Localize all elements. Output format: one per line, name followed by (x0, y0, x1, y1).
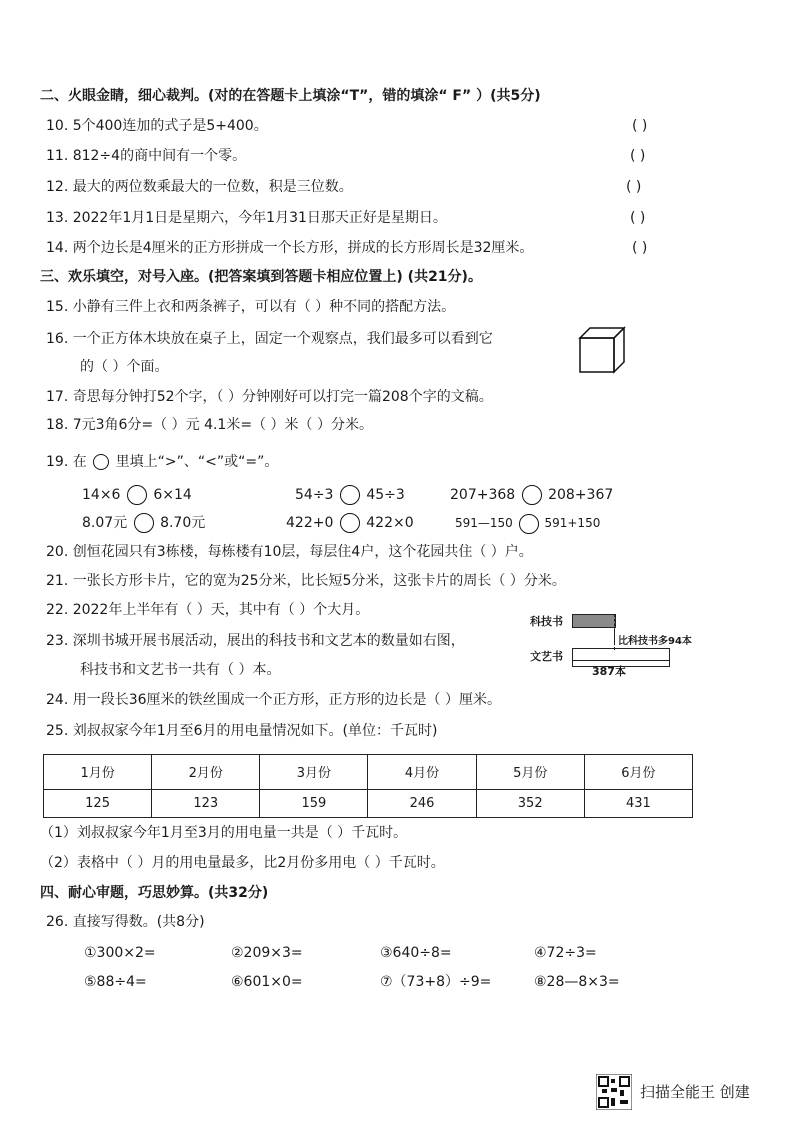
table-row (44, 789, 693, 817)
question-25-part2: （2）表格中（ ）月的用电量最多，比2月份多用电（ ）千瓦时。 (40, 855, 445, 871)
answer-paren-11: ( ) (630, 148, 646, 164)
table-cell: 125 (44, 789, 152, 817)
compare-item-2 (295, 485, 405, 505)
section-2-title: 二、火眼金睛，细心裁判。(对的在答题卡上填涂“T”，错的填涂“ F” ）(共5分) (40, 88, 541, 104)
question-17: 17. 奇思每分钟打52个字，（ ）分钟刚好可以打完一篇208个字的文稿。 (46, 389, 493, 405)
diagram-note-more: 比科技书多94本 (618, 636, 692, 647)
calc-item-5: ⑤88÷4= (84, 974, 147, 990)
table-header-row (44, 755, 693, 790)
table-cell: 352 (476, 789, 584, 817)
calc-item-4: ④72÷3= (534, 945, 597, 961)
compare-1-right: 6×14 (153, 487, 192, 503)
table-cell: 246 (368, 789, 476, 817)
section-4-title: 四、耐心审题，巧思妙算。(共32分) (40, 885, 269, 901)
question-16-line1: 16. 一个正方体木块放在桌子上，固定一个观察点，我们最多可以看到它 (46, 331, 493, 347)
compare-item-6 (455, 513, 600, 534)
table-header-cell: 2月份 (152, 755, 260, 790)
question-11: 11. 812÷4的商中间有一个零。 (46, 148, 247, 164)
question-26: 26. 直接写得数。(共8分) (46, 914, 205, 930)
question-19-lead: 19. 在 (46, 454, 87, 470)
question-19 (46, 452, 278, 472)
question-15: 15. 小静有三件上衣和两条裤子，可以有（ ）种不同的搭配方法。 (46, 299, 456, 315)
question-23-line1: 23. 深圳书城开展书展活动，展出的科技书和文艺本的数量如右图， (46, 633, 465, 649)
question-24: 24. 用一段长36厘米的铁丝围成一个正方形，正方形的边长是（ ）厘米。 (46, 692, 501, 708)
section-3-title: 三、欢乐填空，对号入座。(把答案填到答题卡相应位置上) (共21分)。 (40, 269, 482, 285)
calc-item-2: ②209×3= (231, 945, 303, 961)
compare-4-left: 8.07元 (82, 515, 128, 531)
compare-3-left: 207+368 (450, 487, 516, 503)
compare-2-right: 45÷3 (366, 487, 405, 503)
compare-6-left: 591—150 (455, 516, 513, 530)
table-cell: 159 (260, 789, 368, 817)
compare-circle-2[interactable] (340, 485, 360, 505)
question-12: 12. 最大的两位数乘最大的一位数，积是三位数。 (46, 179, 353, 195)
table-header-cell: 4月份 (368, 755, 476, 790)
compare-2-left: 54÷3 (295, 487, 334, 503)
answer-paren-12: ( ) (626, 179, 642, 195)
compare-4-right: 8.70元 (160, 515, 206, 531)
diagram-label-literature: 文艺书 (530, 650, 563, 663)
compare-item-3 (450, 485, 613, 505)
compare-6-right: 591+150 (544, 516, 601, 530)
compare-circle-icon (93, 454, 109, 470)
calc-item-1: ①300×2= (84, 945, 156, 961)
answer-paren-13: ( ) (630, 210, 646, 226)
compare-5-left: 422+0 (286, 515, 334, 531)
table-cell: 431 (584, 789, 692, 817)
calc-item-7: ⑦（73+8）÷9= (380, 974, 492, 990)
compare-circle-6[interactable] (519, 514, 539, 534)
compare-item-4 (82, 513, 205, 533)
table-header-cell: 3月份 (260, 755, 368, 790)
compare-1-left: 14×6 (82, 487, 121, 503)
qr-code-icon (596, 1074, 632, 1110)
question-20: 20. 创恒花园只有3栋楼，每栋楼有10层，每层住4户，这个花园共住（ ）户。 (46, 544, 533, 560)
question-18: 18. 7元3角6分=（ ）元 4.1米=（ ）米（ ）分米。 (46, 417, 373, 433)
cube-figure (578, 326, 626, 374)
answer-paren-14: ( ) (632, 240, 648, 256)
question-13: 13. 2022年1月1日是星期六，今年1月31日那天正好是星期日。 (46, 210, 447, 226)
question-22: 22. 2022年上半年有（ ）天，其中有（ ）个大月。 (46, 602, 370, 618)
diagram-bar-science (572, 614, 616, 628)
table-header-cell: 5月份 (476, 755, 584, 790)
question-14: 14. 两个边长是4厘米的正方形拼成一个长方形，拼成的长方形周长是32厘米。 (46, 240, 534, 256)
compare-item-1 (82, 485, 192, 505)
footer-scanner-label: 扫描全能王 创建 (640, 1083, 750, 1101)
compare-circle-5[interactable] (340, 513, 360, 533)
compare-circle-3[interactable] (522, 485, 542, 505)
question-19-rest: 里填上“>”、“<”或“=”。 (115, 454, 279, 470)
table-cell: 123 (152, 789, 260, 817)
answer-paren-10: ( ) (632, 118, 648, 134)
compare-circle-4[interactable] (134, 513, 154, 533)
question-25-part1: （1）刘叔叔家今年1月至3月的用电量一共是（ ）千瓦时。 (40, 825, 408, 841)
table-header-cell: 6月份 (584, 755, 692, 790)
question-25: 25. 刘叔叔家今年1月至6月的用电量情况如下。(单位：千瓦时) (46, 723, 438, 739)
diagram-label-science: 科技书 (530, 615, 563, 628)
table-header-cell: 1月份 (44, 755, 152, 790)
calc-item-3: ③640÷8= (380, 945, 452, 961)
calc-item-6: ⑥601×0= (231, 974, 303, 990)
compare-circle-1[interactable] (127, 485, 147, 505)
compare-item-5 (286, 513, 414, 533)
compare-3-right: 208+367 (548, 487, 614, 503)
calc-item-8: ⑧28—8×3= (534, 974, 620, 990)
question-23-line2: 科技书和文艺书一共有（ ）本。 (80, 662, 281, 678)
question-10: 10. 5个400连加的式子是5+400。 (46, 118, 268, 134)
diagram-bracket (614, 630, 617, 644)
question-21: 21. 一张长方形卡片，它的宽为25分米，比长短5分米，这张卡片的周长（ ）分米。 (46, 573, 566, 589)
question-16-line2: 的（ ）个面。 (80, 359, 169, 375)
diagram-note-total: 387本 (592, 665, 626, 678)
electricity-table (43, 754, 693, 818)
compare-5-right: 422×0 (366, 515, 414, 531)
